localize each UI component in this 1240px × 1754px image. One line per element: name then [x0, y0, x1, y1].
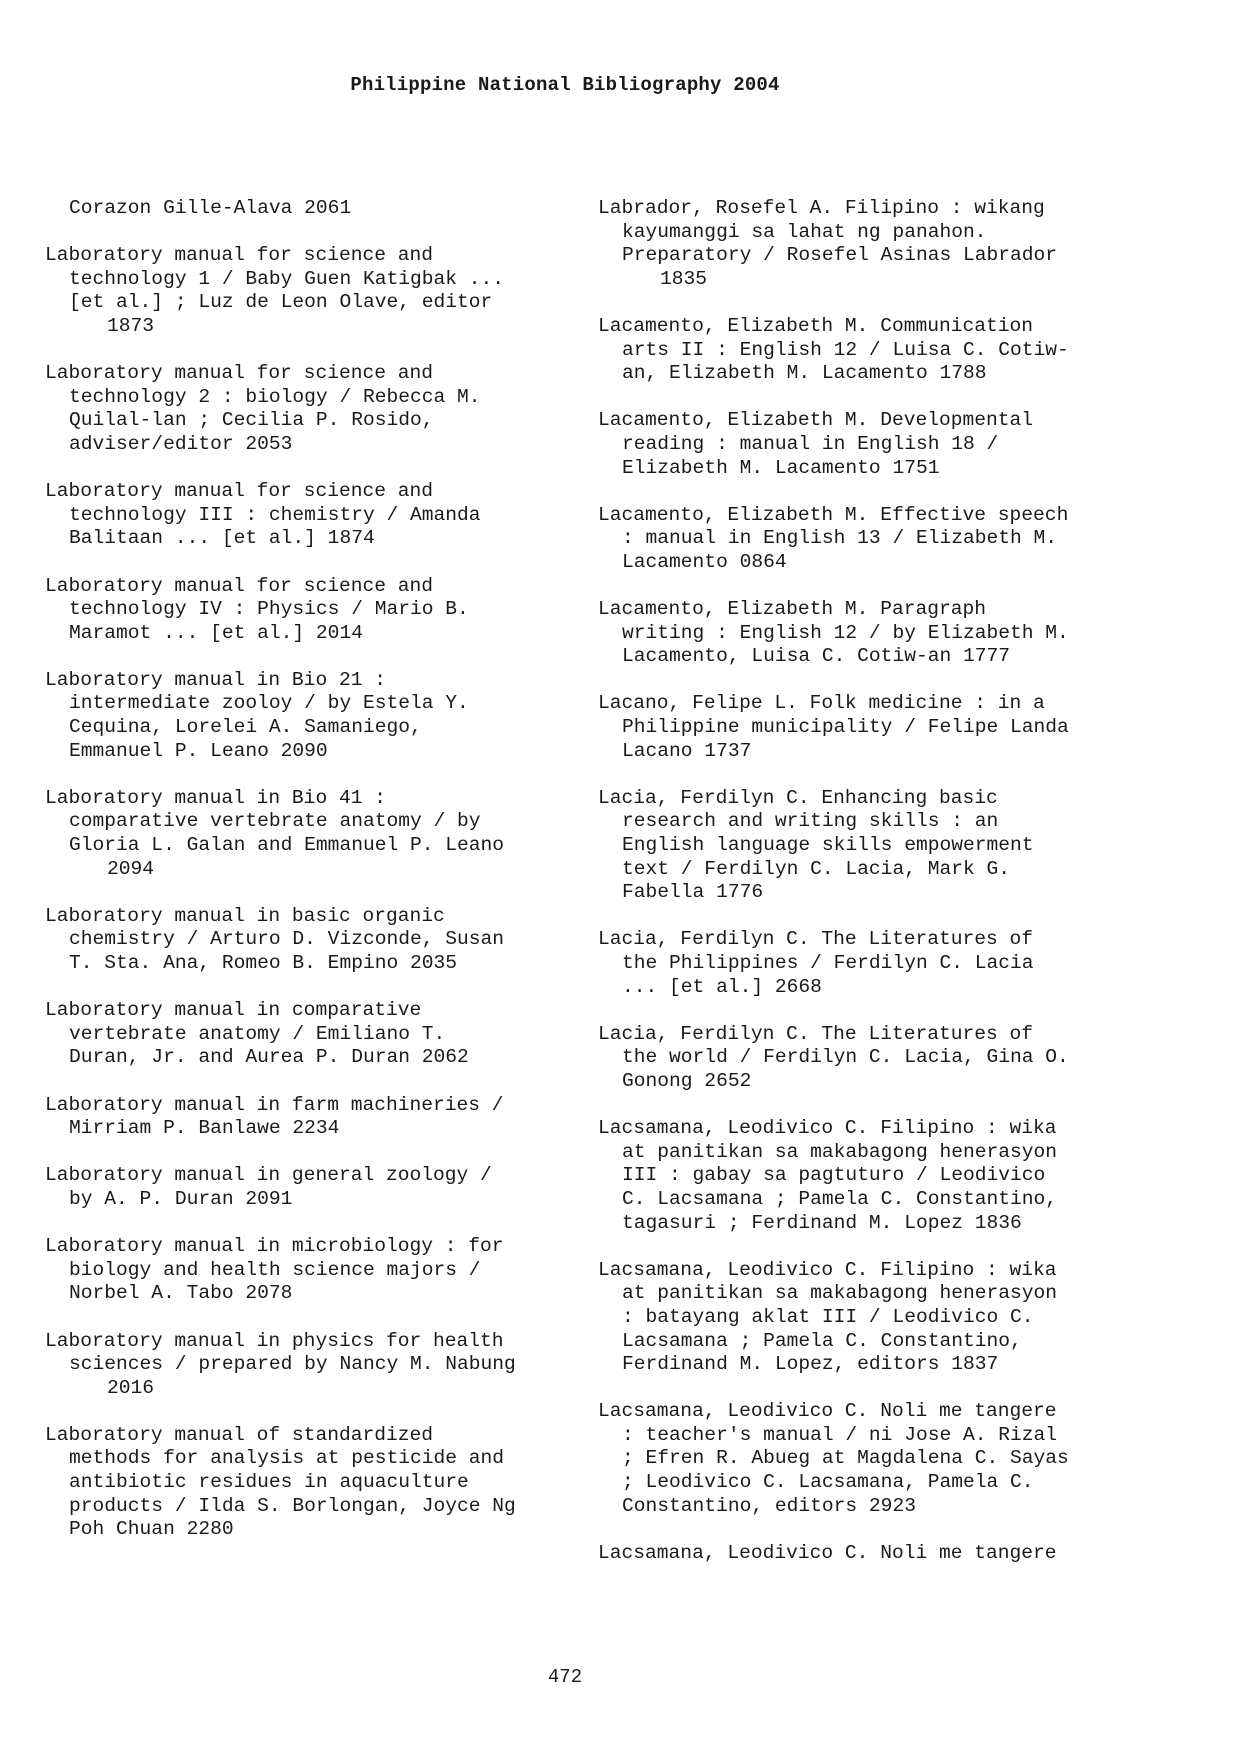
bibliography-entry: [45, 1164, 565, 1211]
bibliography-entry: [598, 504, 1118, 575]
entry-line: research and writing skills : an: [622, 810, 999, 833]
entry-line: at panitikan sa makabagong henerasyon: [622, 1140, 1058, 1163]
entry-line: Lacamento, Luisa C. Cotiw-an 1777: [622, 645, 1011, 668]
entry-line: Lacia, Ferdilyn C. The Literatures of: [598, 1022, 1034, 1045]
entry-line: Laboratory manual for science and: [45, 362, 434, 385]
entry-line: Laboratory manual in physics for health: [45, 1329, 504, 1352]
entry-line: products / Ilda S. Borlongan, Joyce Ng: [69, 1494, 516, 1517]
entry-line: Mirriam P. Banlawe 2234: [69, 1117, 340, 1140]
entry-line: [et al.] ; Luz de Leon Olave, editor: [69, 291, 493, 314]
entry-line: text / Ferdilyn C. Lacia, Mark G.: [622, 857, 1011, 880]
entry-line: writing : English 12 / by Elizabeth M.: [622, 621, 1069, 644]
entry-line: chemistry / Arturo D. Vizconde, Susan: [69, 928, 505, 951]
entry-line: Lacano 1737: [622, 739, 752, 762]
entry-line: : teacher's manual / ni Jose A. Rizal: [622, 1423, 1058, 1446]
entry-line: tagasuri ; Ferdinand M. Lopez 1836: [622, 1211, 1022, 1234]
entry-line: Laboratory manual for science and: [45, 574, 434, 597]
entry-line: Laboratory manual in farm machineries /: [45, 1093, 504, 1116]
entry-line: Gonong 2652: [622, 1069, 752, 1092]
right-column: [598, 197, 1118, 1589]
bibliography-entry: [598, 315, 1118, 386]
entry-line: Lacia, Ferdilyn C. The Literatures of: [598, 928, 1034, 951]
bibliography-entry: [45, 1424, 565, 1542]
entry-line: : manual in English 13 / Elizabeth M.: [622, 527, 1058, 550]
bibliography-entry: [45, 787, 565, 881]
entry-line: kayumanggi sa lahat ng panahon.: [622, 220, 987, 243]
entry-line: Lacamento, Elizabeth M. Communication: [598, 314, 1034, 337]
bibliography-entry: [598, 1117, 1118, 1235]
entry-line: 2016: [107, 1376, 155, 1399]
bibliography-entry: [598, 928, 1118, 999]
entry-line: Lacsamana, Leodivico C. Filipino : wika: [598, 1258, 1057, 1281]
bibliography-entry: [45, 197, 565, 221]
bibliography-entry: [598, 197, 1118, 291]
bibliography-entry: [45, 1094, 565, 1141]
entry-line: intermediate zooloy / by Estela Y.: [69, 692, 469, 715]
entry-line: C. Lacsamana ; Pamela C. Constantino,: [622, 1187, 1058, 1210]
entry-line: Constantino, editors 2923: [622, 1494, 916, 1517]
entry-line: technology 1 / Baby Guen Katigbak ...: [69, 267, 505, 290]
entry-line: Lacamento, Elizabeth M. Paragraph: [598, 598, 987, 621]
entry-line: adviser/editor 2053: [69, 432, 293, 455]
entry-line: 2094: [107, 857, 155, 880]
entry-line: Balitaan ... [et al.] 1874: [69, 527, 375, 550]
entry-line: Lacsamana ; Pamela C. Constantino,: [622, 1329, 1022, 1352]
entry-line: Philippine municipality / Felipe Landa: [622, 716, 1069, 739]
entry-line: Lacsamana, Leodivico C. Filipino : wika: [598, 1117, 1057, 1140]
entry-line: reading : manual in English 18 /: [622, 432, 999, 455]
entry-line: ... [et al.] 2668: [622, 975, 822, 998]
page-number: 472: [547, 1666, 583, 1688]
entry-line: Poh Chuan 2280: [69, 1518, 234, 1541]
bibliography-entry: [45, 999, 565, 1070]
entry-line: Labrador, Rosefel A. Filipino : wikang: [598, 197, 1045, 219]
entry-line: Laboratory manual for science and: [45, 244, 434, 267]
entry-line: : batayang aklat III / Leodivico C.: [622, 1305, 1034, 1328]
entry-line: Cequina, Lorelei A. Samaniego,: [69, 716, 422, 739]
entry-line: Lacamento 0864: [622, 550, 787, 573]
entry-line: comparative vertebrate anatomy / by: [69, 810, 481, 833]
entry-line: Gloria L. Galan and Emmanuel P. Leano: [69, 834, 505, 857]
entry-line: antibiotic residues in aquaculture: [69, 1471, 469, 1494]
entry-line: technology 2 : biology / Rebecca M.: [69, 385, 481, 408]
entry-line: ; Efren R. Abueg at Magdalena C. Sayas: [622, 1447, 1069, 1470]
entry-line: Laboratory manual in basic organic: [45, 904, 445, 927]
entry-line: Lacamento, Elizabeth M. Developmental: [598, 409, 1034, 432]
entry-line: 1835: [660, 267, 708, 290]
bibliography-entry: [45, 480, 565, 551]
entry-line: Lacano, Felipe L. Folk medicine : in a: [598, 692, 1045, 715]
entry-line: Lacsamana, Leodivico C. Noli me tangere: [598, 1541, 1057, 1564]
entry-line: an, Elizabeth M. Lacamento 1788: [622, 362, 987, 385]
entry-line: sciences / prepared by Nancy M. Nabung: [69, 1353, 516, 1376]
bibliography-entry: [598, 598, 1118, 669]
bibliography-entry: [45, 244, 565, 338]
entry-line: Fabella 1776: [622, 881, 764, 904]
bibliography-entry: [45, 905, 565, 976]
left-column: [45, 197, 565, 1565]
entry-line: T. Sta. Ana, Romeo B. Empino 2035: [69, 952, 458, 974]
entry-line: the world / Ferdilyn C. Lacia, Gina O.: [622, 1046, 1069, 1069]
entry-line: 1873: [107, 314, 155, 337]
bibliography-entry: [45, 1330, 565, 1401]
entry-line: technology IV : Physics / Mario B.: [69, 598, 469, 621]
entry-line: Corazon Gille-Alava 2061: [69, 197, 352, 219]
entry-line: arts II : English 12 / Luisa C. Cotiw-: [622, 338, 1069, 361]
entry-line: Ferdinand M. Lopez, editors 1837: [622, 1353, 999, 1376]
entry-line: biology and health science majors /: [69, 1258, 481, 1281]
entry-line: vertebrate anatomy / Emiliano T.: [69, 1022, 446, 1045]
bibliography-entry: [598, 1400, 1118, 1518]
entry-line: Elizabeth M. Lacamento 1751: [622, 456, 940, 479]
entry-line: Laboratory manual in general zoology /: [45, 1164, 492, 1187]
bibliography-entry: [45, 669, 565, 763]
entry-line: Laboratory manual in comparative: [45, 999, 422, 1022]
bibliography-entry: [598, 1542, 1118, 1566]
bibliography-entry: [598, 1023, 1118, 1094]
entry-line: technology III : chemistry / Amanda: [69, 503, 481, 526]
entry-line: at panitikan sa makabagong henerasyon: [622, 1282, 1058, 1305]
bibliography-entry: [598, 1259, 1118, 1377]
bibliography-entry: [598, 787, 1118, 905]
entry-line: Laboratory manual in Bio 21 :: [45, 668, 386, 691]
bibliography-entry: [45, 362, 565, 456]
bibliography-entry: [45, 1235, 565, 1306]
entry-line: Duran, Jr. and Aurea P. Duran 2062: [69, 1046, 469, 1069]
entry-line: Lacamento, Elizabeth M. Effective speech: [598, 503, 1069, 526]
entry-line: Lacsamana, Leodivico C. Noli me tangere: [598, 1400, 1057, 1423]
entry-line: Quilal-lan ; Cecilia P. Rosido,: [69, 409, 434, 432]
entry-line: Lacia, Ferdilyn C. Enhancing basic: [598, 786, 998, 809]
entry-line: Emmanuel P. Leano 2090: [69, 739, 328, 762]
entry-line: III : gabay sa pagtuturo / Leodivico: [622, 1164, 1046, 1187]
entry-line: Laboratory manual of standardized: [45, 1423, 434, 1446]
page-header: Philippine National Bibliography 2004: [350, 74, 780, 96]
entry-line: Laboratory manual for science and: [45, 480, 434, 503]
entry-line: Preparatory / Rosefel Asinas Labrador: [622, 244, 1058, 267]
entry-line: by A. P. Duran 2091: [69, 1187, 293, 1210]
entry-line: Maramot ... [et al.] 2014: [69, 621, 363, 644]
bibliography-entry: [45, 575, 565, 646]
entry-line: Laboratory manual in microbiology : for: [45, 1235, 504, 1258]
bibliography-entry: [598, 409, 1118, 480]
entry-line: English language skills empowerment: [622, 834, 1034, 857]
entry-line: ; Leodivico C. Lacsamana, Pamela C.: [622, 1471, 1034, 1494]
entry-line: the Philippines / Ferdilyn C. Lacia: [622, 952, 1034, 974]
entry-line: methods for analysis at pesticide and: [69, 1447, 505, 1470]
bibliography-entry: [598, 692, 1118, 763]
entry-line: Norbel A. Tabo 2078: [69, 1282, 293, 1305]
entry-line: Laboratory manual in Bio 41 :: [45, 786, 386, 809]
